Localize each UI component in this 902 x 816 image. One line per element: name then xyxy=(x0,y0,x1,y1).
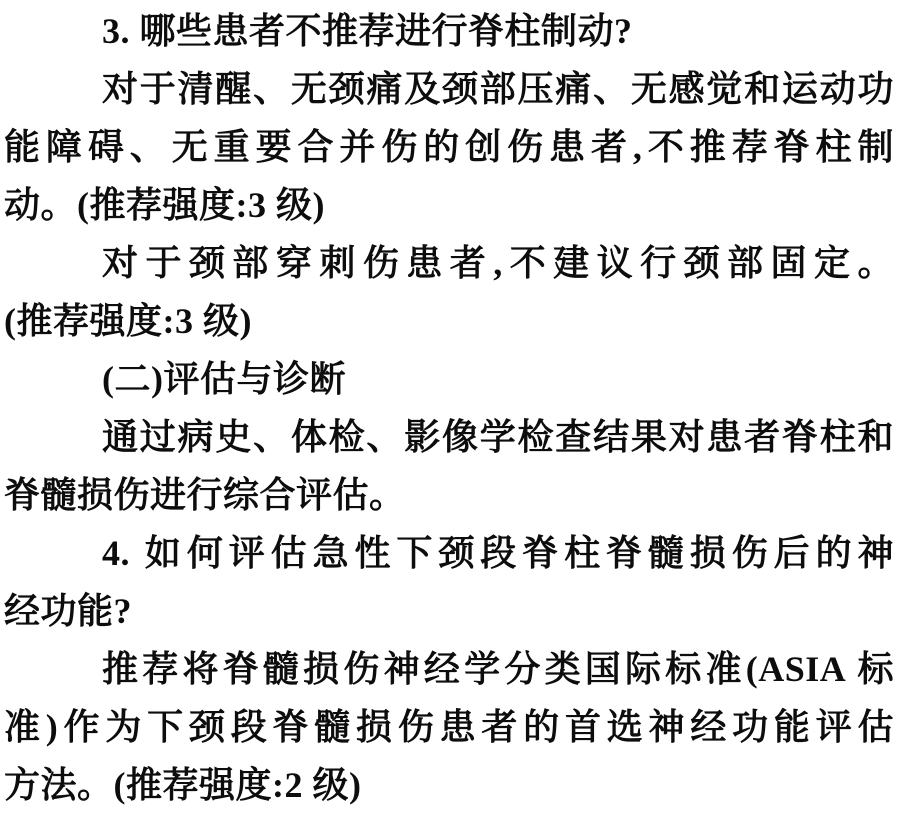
text-line-question-4: 4. 如何评估急性下颈段脊柱脊髓损伤后的神 xyxy=(102,533,894,573)
text-line: 脊髓损伤进行综合评估。 xyxy=(4,475,406,515)
text-line: 推荐将脊髓损伤神经学分类国际标准(ASIA 标 xyxy=(102,649,894,689)
text-line: 能障碍、无重要合并伤的创伤患者,不推荐脊柱制 xyxy=(4,127,894,167)
text-line: 准)作为下颈段脊髓损伤患者的首选神经功能评估 xyxy=(4,707,894,747)
text-line-question-3: 3. 哪些患者不推荐进行脊柱制动? xyxy=(102,11,633,51)
text-line: 对于清醒、无颈痛及颈部压痛、无感觉和运动功 xyxy=(102,69,894,109)
text-line: 经功能? xyxy=(4,591,133,631)
text-line-recommendation-3: 动。(推荐强度:3 级) xyxy=(4,185,325,225)
text-line-recommendation-2: 方法。(推荐强度:2 级) xyxy=(4,765,362,805)
text-line-recommendation-3b: (推荐强度:3 级) xyxy=(4,301,252,341)
text-line-section-heading: (二)评估与诊断 xyxy=(102,359,346,399)
text-line: 通过病史、体检、影像学检查结果对患者脊柱和 xyxy=(102,417,894,457)
text-line: 对于颈部穿刺伤患者,不建议行颈部固定。 xyxy=(102,243,894,283)
